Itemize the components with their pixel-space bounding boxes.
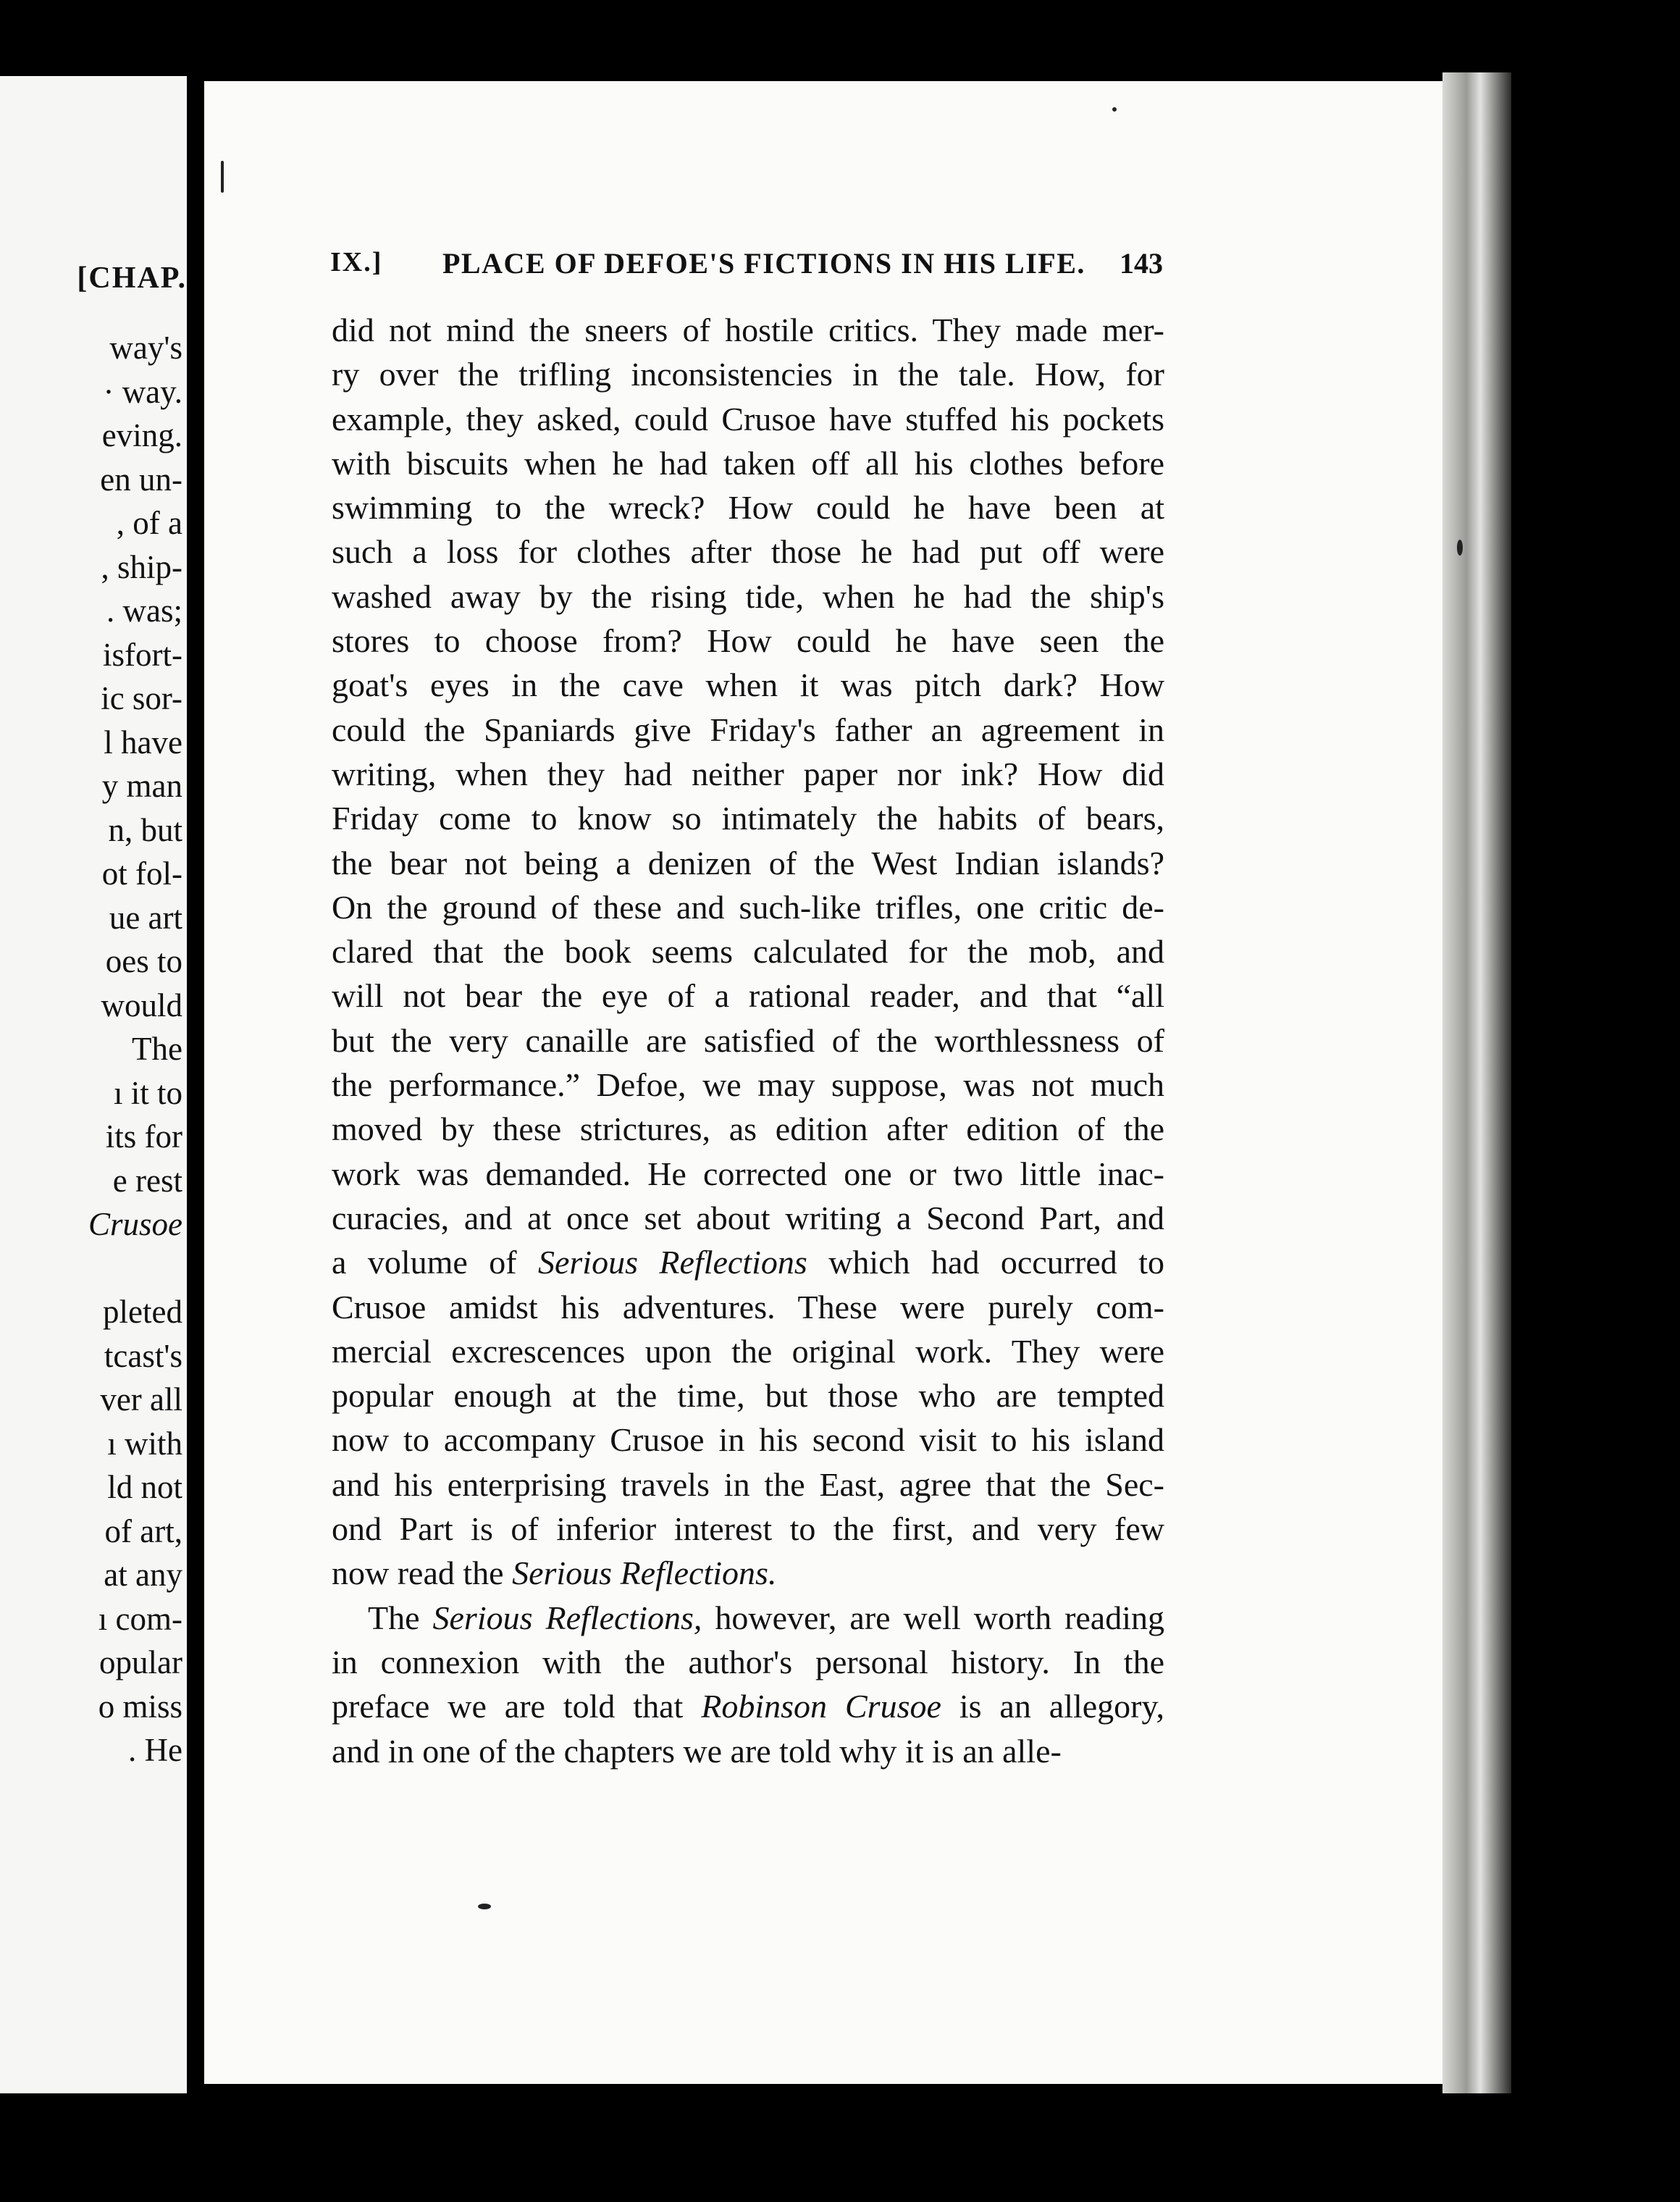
chapter-marker: IX.] <box>330 247 383 277</box>
text-run: which had occurred to <box>807 1244 1164 1281</box>
text-run: is an allegory, <box>941 1688 1164 1725</box>
text-run: a volume of <box>332 1244 538 1281</box>
left-page-text <box>0 326 182 1772</box>
left-line-fragment: The <box>132 1031 182 1067</box>
left-line-fragment: l have <box>104 724 182 761</box>
left-line-fragment: tcast's <box>104 1337 182 1374</box>
left-line-fragment: ic sor- <box>101 680 182 716</box>
text-line: ond Part is of inferior interest to the first, and very few <box>332 1510 1164 1548</box>
text-line: will not bear the eye of a rational reader, and that “all <box>332 977 1164 1015</box>
text-run: preface we are told that <box>332 1688 702 1725</box>
left-line-fragment: e rest <box>112 1162 182 1199</box>
running-title: PLACE OF DEFOE'S FICTIONS IN HIS LIFE. <box>442 247 1085 280</box>
text-line: clared that the book seems calculated for the mob, and <box>332 933 1164 971</box>
text-line: moved by these strictures, as edition after edition of the <box>332 1110 1164 1148</box>
left-line-fragment: ı it to <box>113 1074 182 1111</box>
running-head <box>330 246 1163 290</box>
left-line-fragment: ot fol- <box>101 855 182 892</box>
text-line: and in one of the chapters we are told why it is an alle- <box>332 1732 1062 1770</box>
left-line-fragment: eving. <box>101 417 182 453</box>
italic-title: Serious Reflections, <box>432 1599 702 1636</box>
page-edge-shadow <box>1442 72 1511 2093</box>
scan-speck <box>1457 540 1463 556</box>
text-line: swimming to the wreck? How could he have been at <box>332 489 1164 527</box>
text-line: popular enough at the time, but those who are tempted <box>332 1377 1164 1415</box>
text-line <box>332 1240 1164 1284</box>
left-facing-page <box>0 76 187 2093</box>
left-line-fragment: opular <box>99 1644 182 1680</box>
left-page-header: [CHAP. <box>77 261 187 295</box>
left-line-fragment: o miss <box>98 1688 182 1725</box>
left-line-fragment: ld not <box>107 1469 182 1505</box>
left-line-fragment: Crusoe <box>88 1206 182 1242</box>
text-line: Friday come to know so intimately the habits of bears, <box>332 800 1164 837</box>
text-line: but the very canaille are satisfied of the worthlessness of <box>332 1021 1164 1059</box>
text-line: and his enterprising travels in the East, agree that the Sec- <box>332 1465 1164 1503</box>
text-line: with biscuits when he had taken off all his clothes before <box>332 444 1164 482</box>
text-line: example, they asked, could Crusoe have stuffed his pockets <box>332 400 1164 438</box>
left-line-fragment: would <box>101 987 182 1023</box>
left-line-fragment: en un- <box>100 461 182 498</box>
text-line: On the ground of these and such-like trifles, one critic de- <box>332 888 1164 926</box>
scan-speck <box>478 1904 491 1909</box>
left-line-fragment: way's <box>109 330 182 366</box>
left-line-fragment: , ship- <box>101 548 182 585</box>
left-line-fragment: n, but <box>108 811 182 848</box>
text-line <box>332 1551 1164 1595</box>
text-line: ry over the trifling inconsistencies in the tale. How, for <box>332 356 1164 393</box>
text-line: curacies, and at once set about writing a Second Part, and <box>332 1199 1164 1236</box>
left-line-fragment: pleted <box>103 1294 182 1330</box>
left-line-fragment: , of a <box>116 505 182 541</box>
text-line: the performance.” Defoe, we may suppose, was not much <box>332 1066 1164 1104</box>
text-line: did not mind the sneers of hostile critics. They made mer- <box>332 311 1164 348</box>
left-line-fragment: isfort- <box>103 636 182 673</box>
text-line: writing, when they had neither paper nor ink? How did <box>332 755 1164 792</box>
scan-speck <box>1112 107 1117 112</box>
left-line-fragment: ı com- <box>98 1600 182 1637</box>
left-line-fragment: . was; <box>106 593 182 629</box>
italic-title: Serious Reflections <box>537 1244 807 1281</box>
text-run: now read the <box>332 1554 513 1592</box>
text-run: however, are well worth reading <box>702 1599 1164 1636</box>
left-line-fragment: of art, <box>104 1512 182 1549</box>
left-line-fragment <box>0 1247 182 1291</box>
text-line: goat's eyes in the cave when it was pitch dark? How <box>332 666 1164 704</box>
page-number: 143 <box>1120 247 1163 280</box>
italic-title: Robinson Crusoe <box>701 1688 941 1725</box>
text-line <box>332 1596 1164 1640</box>
italic-title: Serious Reflections. <box>512 1554 777 1592</box>
left-line-fragment: ue art <box>109 899 182 936</box>
left-line-fragment: y man <box>101 768 182 804</box>
book-gutter <box>187 72 204 2101</box>
text-line: Crusoe amidst his adventures. These were purely com- <box>332 1288 1164 1326</box>
text-run: The <box>368 1599 433 1636</box>
text-line: could the Spaniards give Friday's father an agreement in <box>332 711 1164 748</box>
text-line: in connexion with the author's personal history. In the <box>332 1643 1164 1680</box>
text-line: the bear not being a denizen of the West Indian islands? <box>332 844 1164 882</box>
text-line <box>332 1684 1164 1728</box>
left-line-fragment: at any <box>104 1557 182 1593</box>
left-line-fragment: ı with <box>107 1425 182 1462</box>
text-line: now to accompany Crusoe in his second visit to his island <box>332 1421 1164 1459</box>
left-line-fragment: ver all <box>100 1381 182 1418</box>
scan-speck <box>221 161 224 193</box>
left-line-fragment: . He <box>128 1732 182 1768</box>
text-line: stores to choose from? How could he have seen the <box>332 622 1164 660</box>
text-line: such a loss for clothes after those he had put off were <box>332 533 1164 571</box>
text-line: washed away by the rising tide, when he had the ship's <box>332 577 1164 615</box>
left-line-fragment: · way. <box>103 373 182 410</box>
left-line-fragment: oes to <box>105 943 182 979</box>
body-text <box>332 308 1164 1773</box>
text-line: work was demanded. He corrected one or two little inac- <box>332 1155 1164 1192</box>
left-line-fragment: its for <box>105 1118 182 1155</box>
text-line: mercial excrescences upon the original work. They were <box>332 1332 1164 1370</box>
